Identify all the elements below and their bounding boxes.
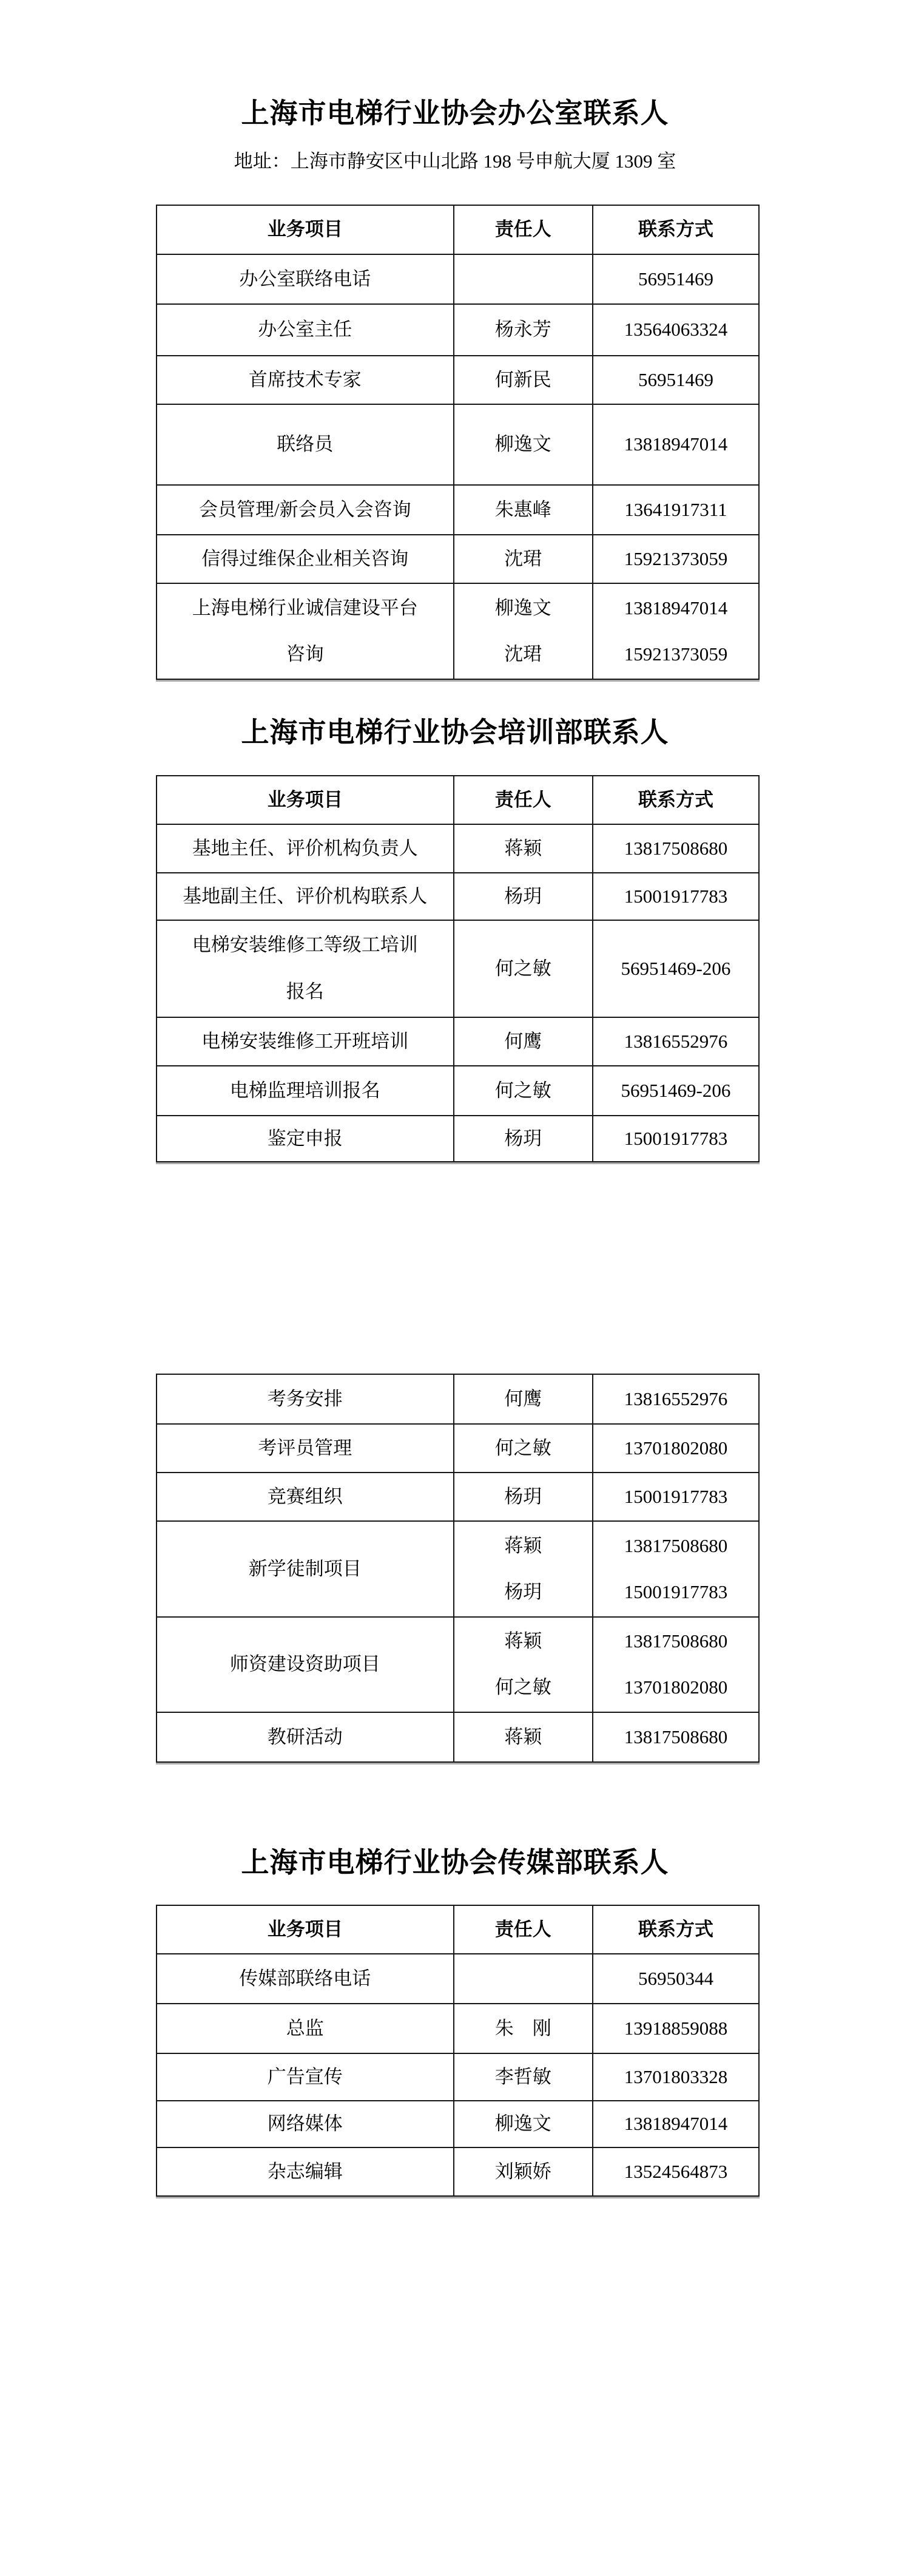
person-cell: 柳逸文 <box>454 2101 593 2147</box>
item-cell: 联络员 <box>157 404 454 485</box>
item-cell: 考务安排 <box>157 1374 454 1424</box>
table-header-row <box>157 205 759 254</box>
item-cell: 办公室联络电话 <box>157 254 454 304</box>
table-row <box>157 920 759 1017</box>
table-row <box>157 1116 759 1162</box>
phone-cell: 13701803328 <box>593 2053 759 2101</box>
header-item: 业务项目 <box>157 205 454 254</box>
header-contact: 联系方式 <box>593 205 759 254</box>
person-cell <box>454 254 593 304</box>
person-cell: 杨玥 <box>454 873 593 920</box>
table-row <box>157 1424 759 1473</box>
media-contacts-table <box>156 1905 760 2197</box>
item-cell: 基地副主任、评价机构联系人 <box>157 873 454 920</box>
header-contact: 联系方式 <box>593 1905 759 1954</box>
phone-cell: 56951469 <box>593 254 759 304</box>
table-row <box>157 1712 759 1762</box>
person-cell <box>454 1954 593 2004</box>
item-cell: 电梯监理培训报名 <box>157 1066 454 1116</box>
person-cell: 何之敏 <box>454 920 593 1017</box>
header-person: 责任人 <box>454 205 593 254</box>
person-cell: 刘颖娇 <box>454 2147 593 2196</box>
phone-cell: 56951469 <box>593 356 759 404</box>
item-cell: 总监 <box>157 2004 454 2053</box>
person-cell: 何之敏 <box>454 1424 593 1473</box>
training-section-title: 上海市电梯行业协会培训部联系人 <box>241 717 669 748</box>
person-name: 何之敏 <box>494 1676 551 1698</box>
table-row <box>157 2053 759 2101</box>
phone-cell <box>593 1617 759 1712</box>
item-cell: 会员管理/新会员入会咨询 <box>157 485 454 535</box>
person-cell <box>454 1521 593 1617</box>
phone-cell: 13818947014 <box>593 2101 759 2147</box>
table-row <box>157 254 759 304</box>
item-cell: 竞赛组织 <box>157 1473 454 1521</box>
phone-cell: 13818947014 <box>593 404 759 485</box>
person-cell <box>454 583 593 679</box>
person-cell: 朱惠峰 <box>454 485 593 535</box>
phone-cell: 56950344 <box>593 1954 759 2004</box>
item-cell: 办公室主任 <box>157 304 454 356</box>
phone-cell: 15921373059 <box>593 535 759 583</box>
table-row <box>157 356 759 404</box>
item-cell: 新学徒制项目 <box>157 1521 454 1617</box>
person-cell: 杨玥 <box>454 1116 593 1162</box>
person-cell <box>454 1617 593 1712</box>
phone-number: 13701802080 <box>624 1676 728 1698</box>
office-section-title: 上海市电梯行业协会办公室联系人 <box>241 98 669 129</box>
item-cell: 传媒部联络电话 <box>157 1954 454 2004</box>
office-contacts-table <box>156 205 760 680</box>
item-cell: 基地主任、评价机构负责人 <box>157 824 454 873</box>
phone-number: 13818947014 <box>624 597 728 619</box>
office-address: 地址：上海市静安区中山北路 198 号申航大厦 1309 室 <box>234 151 676 172</box>
table-row <box>157 535 759 583</box>
phone-cell: 15001917783 <box>593 1473 759 1521</box>
person-cell: 沈珺 <box>454 535 593 583</box>
table-row <box>157 1521 759 1617</box>
header-contact: 联系方式 <box>593 776 759 824</box>
table-header-row <box>157 1905 759 1954</box>
phone-number: 13817508680 <box>624 1630 728 1652</box>
item-cell: 教研活动 <box>157 1712 454 1762</box>
phone-cell: 13918859088 <box>593 2004 759 2053</box>
table-row <box>157 404 759 485</box>
table-row <box>157 485 759 535</box>
phone-cell: 15001917783 <box>593 1116 759 1162</box>
item-line-2: 报名 <box>286 981 324 1003</box>
person-name: 蒋颖 <box>504 1534 542 1556</box>
phone-number: 15001917783 <box>624 1581 728 1602</box>
phone-cell: 13564063324 <box>593 304 759 356</box>
item-cell: 信得过维保企业相关咨询 <box>157 535 454 583</box>
phone-cell: 13817508680 <box>593 824 759 873</box>
person-cell: 何新民 <box>454 356 593 404</box>
table-row <box>157 824 759 873</box>
item-line-1: 上海电梯行业诚信建设平台 <box>192 597 418 619</box>
person-cell: 何鹰 <box>454 1374 593 1424</box>
phone-cell: 15001917783 <box>593 873 759 920</box>
item-cell: 考评员管理 <box>157 1424 454 1473</box>
table-row <box>157 2004 759 2053</box>
item-cell: 杂志编辑 <box>157 2147 454 2196</box>
table-row <box>157 2101 759 2147</box>
phone-cell: 56951469-206 <box>593 1066 759 1116</box>
table-row <box>157 1473 759 1521</box>
item-cell: 师资建设资助项目 <box>157 1617 454 1712</box>
item-cell <box>157 920 454 1017</box>
header-item: 业务项目 <box>157 776 454 824</box>
person-cell: 蒋颖 <box>454 1712 593 1762</box>
person-name: 蒋颖 <box>504 1630 542 1652</box>
person-cell: 杨永芳 <box>454 304 593 356</box>
person-name: 柳逸文 <box>494 597 551 619</box>
person-cell: 李哲敏 <box>454 2053 593 2101</box>
item-line-2: 咨询 <box>286 643 324 665</box>
table-row <box>157 583 759 679</box>
person-cell: 蒋颖 <box>454 824 593 873</box>
phone-number: 13817508680 <box>624 1534 728 1556</box>
table-row <box>157 1017 759 1066</box>
phone-cell: 13816552976 <box>593 1017 759 1066</box>
item-cell: 广告宣传 <box>157 2053 454 2101</box>
table-row <box>157 1617 759 1712</box>
person-cell: 朱 刚 <box>454 2004 593 2053</box>
training-contacts-table-part2 <box>156 1374 760 1763</box>
header-item: 业务项目 <box>157 1905 454 1954</box>
table-row <box>157 2147 759 2196</box>
table-row <box>157 1374 759 1424</box>
person-cell: 何鹰 <box>454 1017 593 1066</box>
phone-cell <box>593 583 759 679</box>
phone-cell: 13701802080 <box>593 1424 759 1473</box>
person-name: 杨玥 <box>504 1581 542 1602</box>
phone-cell: 56951469-206 <box>593 920 759 1017</box>
phone-cell <box>593 1521 759 1617</box>
item-cell: 鉴定申报 <box>157 1116 454 1162</box>
table-header-row <box>157 776 759 824</box>
person-cell: 何之敏 <box>454 1066 593 1116</box>
item-cell: 网络媒体 <box>157 2101 454 2147</box>
phone-cell: 13524564873 <box>593 2147 759 2196</box>
table-row <box>157 873 759 920</box>
table-row <box>157 1066 759 1116</box>
header-person: 责任人 <box>454 1905 593 1954</box>
item-line-1: 电梯安装维修工等级工培训 <box>192 934 418 956</box>
phone-number: 15921373059 <box>624 643 728 665</box>
item-cell: 电梯安装维修工开班培训 <box>157 1017 454 1066</box>
phone-cell: 13817508680 <box>593 1712 759 1762</box>
phone-cell: 13641917311 <box>593 485 759 535</box>
person-name: 沈珺 <box>504 643 542 665</box>
person-cell: 杨玥 <box>454 1473 593 1521</box>
item-cell <box>157 583 454 679</box>
table-row <box>157 304 759 356</box>
item-cell: 首席技术专家 <box>157 356 454 404</box>
person-cell: 柳逸文 <box>454 404 593 485</box>
media-section-title: 上海市电梯行业协会传媒部联系人 <box>241 1847 669 1878</box>
training-contacts-table-part1 <box>156 775 760 1162</box>
table-row <box>157 1954 759 2004</box>
phone-cell: 13816552976 <box>593 1374 759 1424</box>
header-person: 责任人 <box>454 776 593 824</box>
